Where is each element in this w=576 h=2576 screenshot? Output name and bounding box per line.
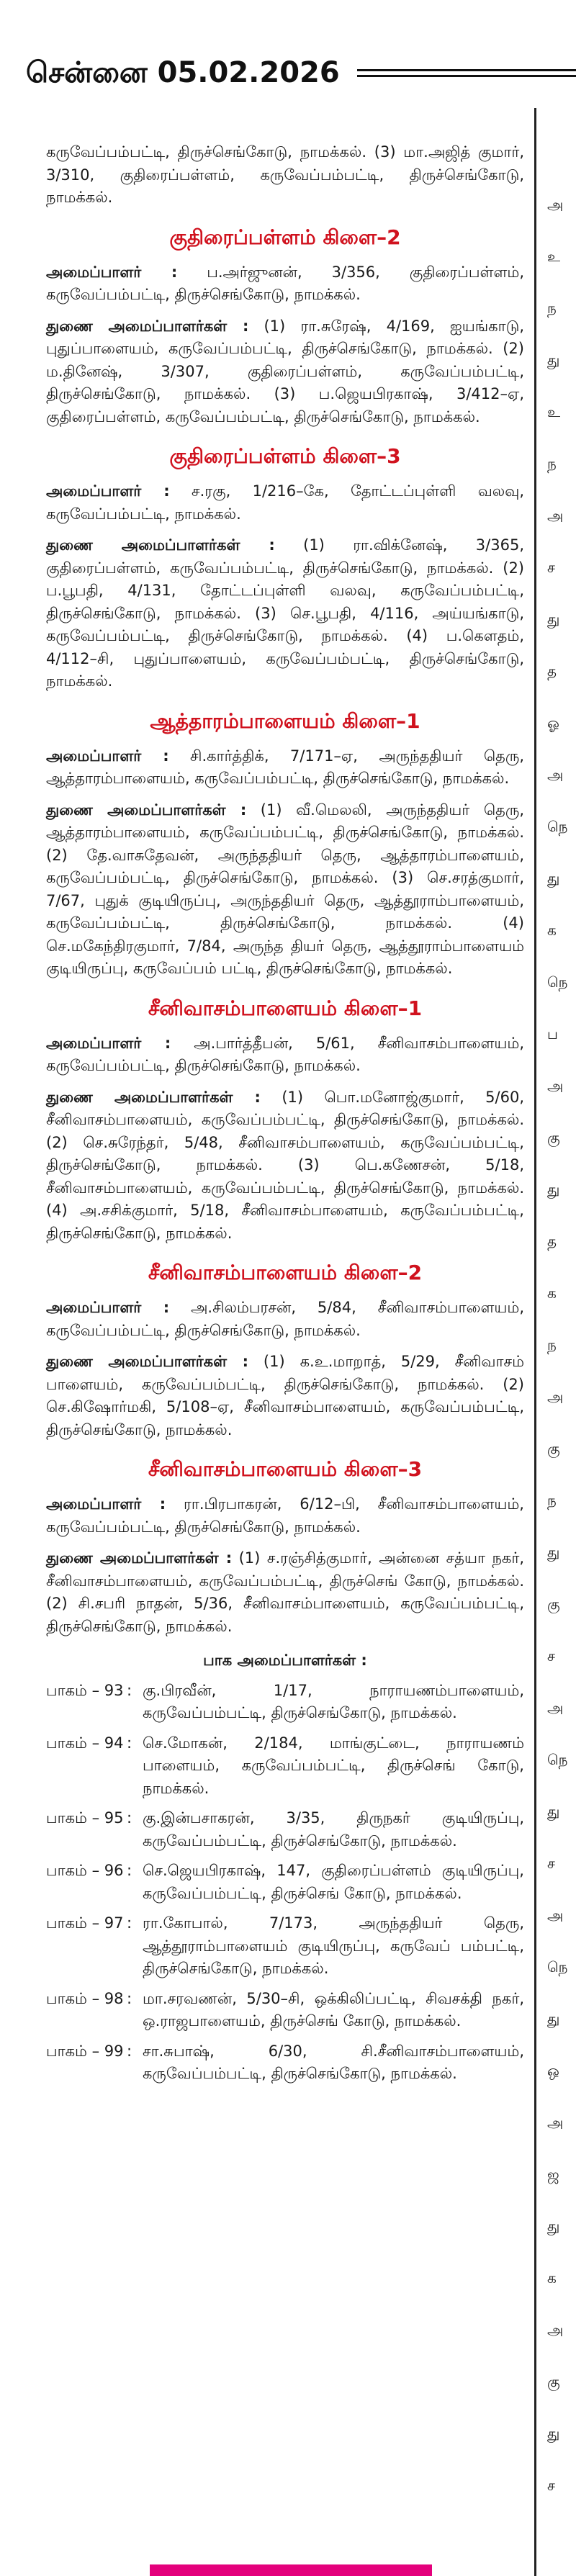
pagam-number: பாகம் – 99 xyxy=(46,2042,124,2060)
pagam-detail: செ.மோகன், 2/184, மாங்குட்டை, நாராயணம் பாளையம், கருவேப்பம்பட்டி, திருச்செங் கோடு, நாமக்கல். xyxy=(143,1734,524,1797)
edge-glyph: அ xyxy=(547,1388,564,1405)
organizer-text: ச.ரகு, 1/216–கே, தோட்டப்புள்ளி வலவு, கருவேப்பம்பட்டி, நாமக்கல். xyxy=(46,482,524,523)
edge-glyph: ஜ xyxy=(547,2166,559,2183)
edge-glyph: து xyxy=(547,1803,560,1820)
edge-glyph: ந xyxy=(547,300,557,317)
pagam-colon: : xyxy=(127,1914,132,1932)
pagam-number: பாகம் – 94 xyxy=(46,1734,124,1752)
edge-glyph: து xyxy=(547,2217,560,2235)
pagam-colon: : xyxy=(127,1681,132,1699)
edge-glyph: அ xyxy=(547,766,564,783)
masthead xyxy=(0,0,576,144)
edge-glyph: க xyxy=(547,922,557,939)
deputies-paragraph xyxy=(46,1086,524,1246)
deputies-text: (1) க.உ.மாறாத், 5/29, சீனிவாசம் பாளையம், கருவேப்பம்பட்டி, திருச்செங்கோடு, நாமக்கல். (2) செ.கிஷோர்மகி, 5/108–ஏ, சீனிவாசம்பாளையம், கருவேப்பம்பட்டி, திருச்செங்கோடு, நாமக்கல். xyxy=(46,1353,524,1438)
pagam-colon: : xyxy=(127,2042,132,2060)
branch-heading: குதிரைப்பள்ளம் கிளை–2 xyxy=(169,225,401,249)
deputies-label: துணை அமைப்பாளர்கள் : xyxy=(46,536,275,554)
pagam-number: பாகம் – 97 xyxy=(46,1914,124,1932)
edge-glyph: து xyxy=(547,1544,560,1561)
edge-glyph: உ xyxy=(547,403,561,420)
edge-glyph: ச xyxy=(547,2477,556,2494)
edge-glyph: க xyxy=(547,2269,557,2287)
edge-glyph: து xyxy=(547,1181,560,1198)
pagam-colon: : xyxy=(127,1809,132,1827)
edge-glyph: ந xyxy=(547,1336,557,1354)
pagam-detail: கு.இன்பசாகரன், 3/35, திருநகர் குடியிருப்பு, கருவேப்பம்பட்டி, திருச்செங்கோடு, நாமக்கல். xyxy=(143,1809,524,1850)
organizer-paragraph xyxy=(46,745,524,791)
pagam-colon: : xyxy=(127,1734,132,1752)
deputies-label: துணை அமைப்பாளர்கள் : xyxy=(46,1088,261,1106)
masthead-rule-double xyxy=(357,75,576,77)
deputies-label: துணை அமைப்பாளர்கள் : xyxy=(46,1353,248,1370)
edge-glyph: ச xyxy=(547,1647,556,1665)
pagam-number: பாகம் – 95 xyxy=(46,1809,124,1827)
pagam-row xyxy=(46,1732,524,1801)
organizer-label: அமைப்பாளர் : xyxy=(46,263,178,281)
pagam-list xyxy=(46,1680,524,2086)
edge-glyph: து xyxy=(547,2425,560,2442)
organizer-paragraph xyxy=(46,261,524,307)
pagam-colon: : xyxy=(127,1862,132,1879)
edge-glyph: நெ xyxy=(547,818,568,835)
organizer-paragraph xyxy=(46,480,524,526)
deputies-text: (1) வீ.மெலலி, அருந்ததியர் தெரு, ஆத்தாரம்பாளையம், கருவேப்பம்பட்டி, திருச்செங்கோடு, நாமக்கல். (2) தே.வாசுதேவன், அருந்ததியர் தெரு, ஆத்தாரம்பாளையம், கருவேப்பம்பட்டி, திருச்செங்கோடு, நாமக்கல். (3) செ.சரத்குமார், 7/67, புதுக் குடியிருப்பு, அருந்ததியர் தெரு, ஆத்தூராம்பாளையம், கருவேப்பம்பட்டி, திருச்செங்கோடு, நாமக்கல். (4) செ.மகேந்திரகுமார், 7/84, அருந்த தியர் தெரு, ஆத்தூராம்பாளையம் குடியிருப்பு, கருவேப்பம் பட்டி, திருச்செங்கோடு, நாமக்கல். xyxy=(46,801,524,977)
pagam-number: பாகம் – 93 xyxy=(46,1681,124,1699)
branch-heading: சீனிவாசம்பாளையம் கிளை–2 xyxy=(148,1261,423,1284)
organizer-text: ரா.பிரபாகரன், 6/12–பி, சீனிவாசம்பாளையம், கருவேப்பம்பட்டி, திருச்செங்கோடு, நாமக்கல். xyxy=(46,1495,524,1536)
edge-glyph: து xyxy=(547,870,560,887)
pink-footer-bar xyxy=(150,2564,432,2576)
column-divider xyxy=(534,108,536,2576)
edge-glyph: ஓ xyxy=(547,714,559,731)
pagam-detail: சா.சுபாஷ், 6/30, சி.சீனிவாசம்பாளையம், கருவேப்பம்பட்டி, திருச்செங்கோடு, நாமக்கல். xyxy=(143,2042,524,2082)
edge-glyph: அ xyxy=(547,1699,564,1716)
edge-glyph: து xyxy=(547,611,560,628)
edge-glyph: அ xyxy=(547,2321,564,2338)
edge-glyph: நெ xyxy=(547,1958,568,1976)
pagam-row xyxy=(46,1860,524,1905)
deputies-text: (1) ரா.சுரேஷ், 4/169, ஐயங்காடு, புதுப்பாளையம், கருவேப்பம்பட்டி, திருச்செங்கோடு, நாமக்கல். (2) ம.தினேஷ், 3/307, குதிரைப்பள்ளம், கருவேப்பம்பட்டி, திருச்செங்கோடு, நாமக்கல். (3) ப.ஜெயபிரகாஷ், 3/412–ஏ, குதிரைப்பள்ளம், கருவேப்பம்பட்டி, திருச்செங்கோடு, நாமக்கல். xyxy=(46,317,524,425)
pagam-row xyxy=(46,2040,524,2086)
pagam-heading: பாக அமைப்பாளர்கள் : xyxy=(203,1652,367,1669)
organizer-paragraph xyxy=(46,1032,524,1078)
organizer-text: ப.அர்ஜுனன், 3/356, குதிரைப்பள்ளம், கருவேப்பம்பட்டி, திருச்செங்கோடு, நாமக்கல். xyxy=(46,263,524,303)
pagam-detail: செ.ஜெயபிரகாஷ், 147, குதிரைப்பள்ளம் குடியிருப்பு, கருவேப்பம்பட்டி, திருச்செங் கோடு, நாமக்கல். xyxy=(143,1862,524,1902)
edge-glyph: ந xyxy=(547,1492,557,1509)
edge-glyph: நெ xyxy=(547,973,568,991)
edge-glyph: கு xyxy=(547,1595,560,1613)
masthead-title: சென்னை 05.02.2026 xyxy=(26,56,340,89)
edge-glyph: கு xyxy=(547,1129,560,1146)
organizer-label: அமைப்பாளர் : xyxy=(46,482,170,500)
article-column xyxy=(46,141,524,2093)
edge-glyph: து xyxy=(547,351,560,369)
branch-heading: ஆத்தாரம்பாளையம் கிளை–1 xyxy=(150,708,420,733)
intro-paragraph: கருவேப்பம்பட்டி, திருச்செங்கோடு, நாமக்கல். (3) மா.அஜித் குமார், 3/310, குதிரைப்பள்ளம், கருவேப்பம்பட்டி, திருச்செங்கோடு, நாமக்கல். xyxy=(46,143,524,206)
organizer-text: சி.கார்த்திக், 7/171–ஏ, அருந்ததியர் தெரு, ஆத்தாரம்பாளையம், கருவேப்பம்பட்டி, திருச்செங்கோடு, நாமக்கல். xyxy=(46,747,524,787)
deputies-text: (1) ச.ரஞ்சித்குமார், அன்னை சத்யா நகர், சீனிவாசம்பாளையம், கருவேப்பம்பட்டி, திருச்செங் கோடு, நாமக்கல். (2) சி.சபரி நாதன், 5/36, சீனிவாசம்பாளையம், கருவேப்பம்பட்டி, திருச்செங்கோடு, நாமக்கல். xyxy=(46,1549,524,1635)
edge-glyph: கு xyxy=(547,2373,560,2390)
deputies-paragraph xyxy=(46,315,524,429)
edge-glyph: கு xyxy=(547,1440,560,1457)
branch-heading: குதிரைப்பள்ளம் கிளை–3 xyxy=(169,444,401,468)
edge-glyph: நெ xyxy=(547,1751,568,1768)
pagam-number: பாகம் – 96 xyxy=(46,1862,124,1879)
edge-glyph: அ xyxy=(547,1906,564,1924)
pagam-number: பாகம் – 98 xyxy=(46,1989,124,2007)
pagam-detail: கு.பிரவீன், 1/17, நாராயணம்பாளையம், கருவேப்பம்பட்டி, திருச்செங்கோடு, நாமக்கல். xyxy=(143,1681,524,1721)
branch-sections xyxy=(46,225,524,1639)
masthead-rule xyxy=(357,69,576,71)
organizer-label: அமைப்பாளர் : xyxy=(46,747,169,765)
deputies-label: துணை அமைப்பாளர்கள் : xyxy=(46,1549,233,1567)
edge-glyph: ப xyxy=(547,1025,558,1042)
deputies-paragraph xyxy=(46,1547,524,1638)
edge-glyph: அ xyxy=(547,507,564,524)
deputies-paragraph xyxy=(46,799,524,981)
pagam-detail: ரா.கோபால், 7/173, அருந்ததியர் தெரு, ஆத்தூராம்பாளையம் குடியிருப்பு, கருவேப் பம்பட்டி, திருச்செங்கோடு, நாமக்கல். xyxy=(143,1914,524,1977)
edge-glyph: ச xyxy=(547,1855,556,1872)
edge-glyph: க xyxy=(547,1284,557,1302)
edge-glyph: ந xyxy=(547,455,557,472)
edge-glyph: ஒ xyxy=(547,2062,559,2079)
edge-glyph: த xyxy=(547,1233,557,1250)
pagam-row xyxy=(46,1988,524,2033)
organizer-paragraph xyxy=(46,1493,524,1539)
edge-glyph: உ xyxy=(547,248,561,265)
edge-glyph: அ xyxy=(547,196,564,213)
edge-glyph: த xyxy=(547,662,557,680)
pagam-detail: மா.சரவணன், 5/30–சி, ஒக்கிலிப்பட்டி, சிவசக்தி நகர், ஒ.ராஜபாளையம், திருச்செங் கோடு, நாமக்கல். xyxy=(143,1989,524,2030)
deputies-paragraph xyxy=(46,534,524,693)
pagam-row xyxy=(46,1680,524,1725)
deputies-text: (1) ரா.விக்னேஷ், 3/365, குதிரைப்பள்ளம், கருவேப்பம்பட்டி, திருச்செங்கோடு, நாமக்கல். (2) ப.பூபதி, 4/131, தோட்டப்புள்ளி வலவு, கருவேப்பம்பட்டி, திருச்செங்கோடு, நாமக்கல். (3) செ.பூபதி, 4/116, அய்யங்காடு, கருவேப்பம்பட்டி, திருச்செங்கோடு, நாமக்கல். (4) ப.கௌதம், 4/112–சி, புதுப்பாளையம், கருவேப்பம்பட்டி, திருச்செங்கோடு, நாமக்கல். xyxy=(46,536,524,690)
organizer-text: அ.சிலம்பரசன், 5/84, சீனிவாசம்பாளையம், கருவேப்பம்பட்டி, திருச்செங்கோடு, நாமக்கல். xyxy=(46,1299,524,1339)
organizer-label: அமைப்பாளர் : xyxy=(46,1034,171,1052)
edge-glyph: து xyxy=(547,2010,560,2027)
branch-heading: சீனிவாசம்பாளையம் கிளை–3 xyxy=(148,1457,423,1481)
edge-glyph: அ xyxy=(547,1077,564,1094)
branch-heading: சீனிவாசம்பாளையம் கிளை–1 xyxy=(148,996,423,1020)
organizer-paragraph xyxy=(46,1297,524,1342)
edge-glyph: அ xyxy=(547,2114,564,2131)
pagam-colon: : xyxy=(127,1989,132,2007)
deputies-label: துணை அமைப்பாளர்கள் : xyxy=(46,801,247,819)
organizer-label: அமைப்பாளர் : xyxy=(46,1495,166,1513)
pagam-row xyxy=(46,1807,524,1852)
deputies-label: துணை அமைப்பாளர்கள் : xyxy=(46,317,249,335)
pagam-row xyxy=(46,1912,524,1981)
organizer-text: அ.பார்த்தீபன், 5/61, சீனிவாசம்பாளையம், கருவேப்பம்பட்டி, திருச்செங்கோடு, நாமக்கல். xyxy=(46,1034,524,1074)
organizer-label: அமைப்பாளர் : xyxy=(46,1299,170,1316)
deputies-text: (1) பொ.மனோஜ்குமார், 5/60, சீனிவாசம்பாளையம், கருவேப்பம்பட்டி, திருச்செங்கோடு, நாமக்கல். (2) செ.சுரேந்தர், 5/48, சீனிவாசம்பாளையம், கருவேப்பம்பட்டி, திருச்செங்கோடு, நாமக்கல். (3) பெ.கணேசன், 5/18, சீனிவாசம்பாளையம், கருவேப்பம்பட்டி, திருச்செங்கோடு, நாமக்கல். (4) அ.சசிக்குமார், 5/18, சீனிவாசம்பாளையம், கருவேப்பம்பட்டி, திருச்செங்கோடு, நாமக்கல். xyxy=(46,1088,525,1242)
edge-glyph: ச xyxy=(547,559,556,576)
deputies-paragraph xyxy=(46,1351,524,1441)
